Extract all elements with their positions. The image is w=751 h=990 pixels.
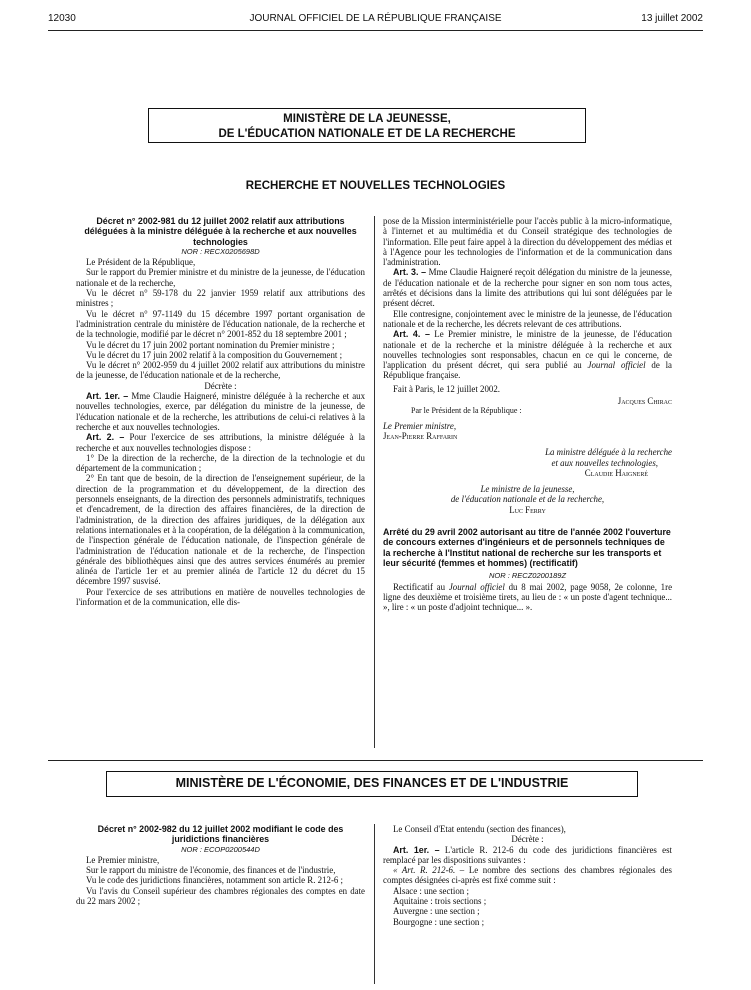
arrete-title: Arrêté du 29 avril 2002 autorisant au titre de l'année 2002 l'ouverture de concours externes d'ingénieurs et de personnels techniques de la recherche à l'Institut national de recherche sur les transports et leur sécurité (femmes et hommes) (rectificatif) xyxy=(383,527,671,568)
column-divider-2 xyxy=(374,824,375,984)
mj-title-2: de l'éducation nationale et de la recherche, xyxy=(450,494,605,505)
quoted-article: « Art. R. 212-6. – Le nombre des sections des chambres régionales des comptes désignées ci-après est fixé comme suit : xyxy=(383,865,672,886)
decree2-nor: NOR : ECOP0200544D xyxy=(181,844,260,854)
pm-name: Jean-Pierre Raffarin xyxy=(383,430,458,441)
md-title-2: et aux nouvelles technologies, xyxy=(551,457,658,468)
decree2-column-left xyxy=(76,824,365,906)
mj-title-1: Le ministre de la jeunesse, xyxy=(480,484,575,495)
paragraph: Pour l'exercice de ses attributions en matière de nouvelles technologies de l'information et de la communication, elle dis- xyxy=(76,586,365,607)
paragraph: Vu le code des juridictions financières, notamment son article R. 212-6 ; xyxy=(86,875,344,886)
column-divider xyxy=(374,216,375,748)
decree-title: Décret n° 2002-981 du 12 juillet 2002 relatif aux attributions déléguées à la ministre déléguée à la recherche et aux nouvelles technologies xyxy=(84,216,357,247)
page-header xyxy=(0,10,751,26)
paragraph: Elle contresigne, conjointement avec le ministre de la jeunesse, de l'éducation nationale et de la recherche, les décrets relevant de ces attributions. xyxy=(383,308,672,329)
paragraph: Sur le rapport du ministre de l'économie, des finances et de l'industrie, xyxy=(86,865,336,876)
md-title-1: La ministre déléguée à la recherche xyxy=(545,447,672,458)
arrete-text: Rectificatif au Journal officiel du 8 mai 2002, page 9058, 2e colonne, 1re ligne des deuxième et troisième tirets, au lieu de : « un poste d'agent technique... », lire : « un poste d'adjoint technique... ». xyxy=(383,581,673,613)
decree-column-right xyxy=(383,216,672,612)
decrete-label: Décrète : xyxy=(511,834,544,845)
pm-title: Le Premier ministre, xyxy=(383,420,457,431)
paragraph: Vu l'avis du Conseil supérieur des chambres régionales des comptes en date du 22 mars 2002 ; xyxy=(76,885,365,907)
decree2-column-right xyxy=(383,824,672,927)
journal-title: JOURNAL OFFICIEL DE LA RÉPUBLIQUE FRANÇAISE xyxy=(249,13,502,24)
header-rule xyxy=(48,30,703,31)
paragraph: Sur le rapport du Premier ministre et du ministre de la jeunesse, de l'éducation nationale et de la recherche, xyxy=(76,267,365,288)
paragraph: Le Conseil d'Etat entendu (section des finances), xyxy=(393,824,566,834)
paragraph: Vu le décret du 17 juin 2002 relatif à la composition du Gouvernement ; xyxy=(86,349,343,360)
md-name: Claudie Haigneré xyxy=(584,467,648,478)
section-rule xyxy=(48,760,703,761)
signature-president: Jacques Chirac xyxy=(617,396,672,407)
arrete-nor: NOR : RECZ0200189Z xyxy=(488,571,567,581)
list-item: Auvergne : une section ; xyxy=(393,906,480,917)
page-number: 12030 xyxy=(48,13,76,24)
paragraph: Le Président de la République, xyxy=(86,257,196,268)
list-item: Alsace : une section ; xyxy=(393,885,469,896)
article-4: Art. 4. – Le Premier ministre, le ministre de la jeunesse, de l'éducation nationale et de la recherche et la ministre déléguée à la recherche et aux nouvelles technologies sont responsables, chacun en ce qui le concerne, de l'application du présent décret, qui sera publié au Journal officiel de la République française. xyxy=(383,329,672,381)
article-1: Art. 1er. – L'article R. 212-6 du code des juridictions financières est remplacé par les dispositions suivantes : xyxy=(383,844,672,865)
paragraph: Vu le décret n° 59-178 du 22 janvier 1959 relatif aux attributions des ministres ; xyxy=(76,288,365,309)
ministry-title-box xyxy=(148,108,586,143)
paragraph: pose de la Mission interministérielle pour l'accès public à la micro-informatique, à l'internet et au multimédia et du Conseil stratégique des technologies de l'information. Elle peut faire appel à la direction du développement des médias et à l'Agence pour les technologies de l'information et de la communication dans l'administration. xyxy=(383,216,672,268)
paragraph: 2° En tant que de besoin, de la direction de l'enseignement supérieur, de la direction de la programmation et du développement, de la direction des personnels enseignants, de la direction des personnels administratifs, techniques et d'encadrement, de la direction des affaires financières, de la direction de l'administration, de la direction des affaires juridiques, de la délégation aux relations internationales et à la coopération, de la délégation à la communication, de l'inspection générale de l'éducation nationale, de l'inspection générale de l'administration de l'éducation nationale et de la recherche, de l'inspection générale des bibliothèques ainsi que des autres services énumérés au premier alinéa de l'article 1er et au premier alinéa de l'article 12 du décret du 15 décembre 1997 susvisé. xyxy=(76,473,365,587)
article-3: Art. 3. – Mme Claudie Haigneré reçoit délégation du ministre de la jeunesse, de l'éducation nationale et de la recherche pour signer en son nom tous actes, arrêtés et décisions dans la limite des attributions qui lui sont déléguées par le présent décret. xyxy=(383,267,672,309)
decree2-title: Décret n° 2002-982 du 12 juillet 2002 modifiant le code des juridictions financières xyxy=(97,824,344,845)
ministry-title-line1: MINISTÈRE DE LA JEUNESSE, xyxy=(283,113,451,125)
paragraph: Vu le décret n° 97-1149 du 15 décembre 1997 portant organisation de l'administration centrale du ministère de l'éducation nationale, de la recherche et de la technologie, modifié par le décret n° 2001-852 du 18 septembre 2001 ; xyxy=(76,308,365,340)
par-le-president: Par le Président de la République : xyxy=(411,406,522,416)
issue-date: 13 juillet 2002 xyxy=(641,13,703,24)
list-item: Bourgogne : une section ; xyxy=(393,916,485,927)
decree-column-left xyxy=(76,216,365,607)
decree-nor: NOR : RECX0205698D xyxy=(181,246,260,256)
paragraph: Vu le décret du 17 juin 2002 portant nomination du Premier ministre ; xyxy=(86,339,335,350)
decrete-label: Décrète : xyxy=(204,380,237,391)
section-title: RECHERCHE ET NOUVELLES TECHNOLOGIES xyxy=(245,180,506,192)
article-2: Art. 2. – Pour l'exercice de ses attributions, la ministre déléguée à la recherche et aux nouvelles technologies dispose : xyxy=(76,432,365,453)
ministry-title-line2: DE L'ÉDUCATION NATIONALE ET DE LA RECHERCHE xyxy=(218,128,516,140)
paragraph: 1° De la direction de la recherche, de la direction de la technologie et du département de la communication ; xyxy=(76,452,365,474)
paragraph: Vu le décret n° 2002-959 du 4 juillet 2002 relatif aux attributions du ministre de la jeunesse, de l'éducation nationale et de la recherche, xyxy=(76,360,365,381)
ministry2-title-box: MINISTÈRE DE L'ÉCONOMIE, DES FINANCES ET DE L'INDUSTRIE xyxy=(106,771,638,797)
paragraph: Le Premier ministre, xyxy=(86,854,160,865)
list-item: Aquitaine : trois sections ; xyxy=(393,896,487,907)
article-1: Art. 1er. – Mme Claudie Haigneré, ministre déléguée à la recherche et aux nouvelles technologies, exerce, par délégation du ministre de la jeunesse, de l'éducation nationale et de la recherche, les attributions de celui-ci relatives à la recherche et aux nouvelles technologies. xyxy=(76,391,366,432)
signature-place-date: Fait à Paris, le 12 juillet 2002. xyxy=(393,383,500,394)
mj-name: Luc Ferry xyxy=(509,504,546,515)
